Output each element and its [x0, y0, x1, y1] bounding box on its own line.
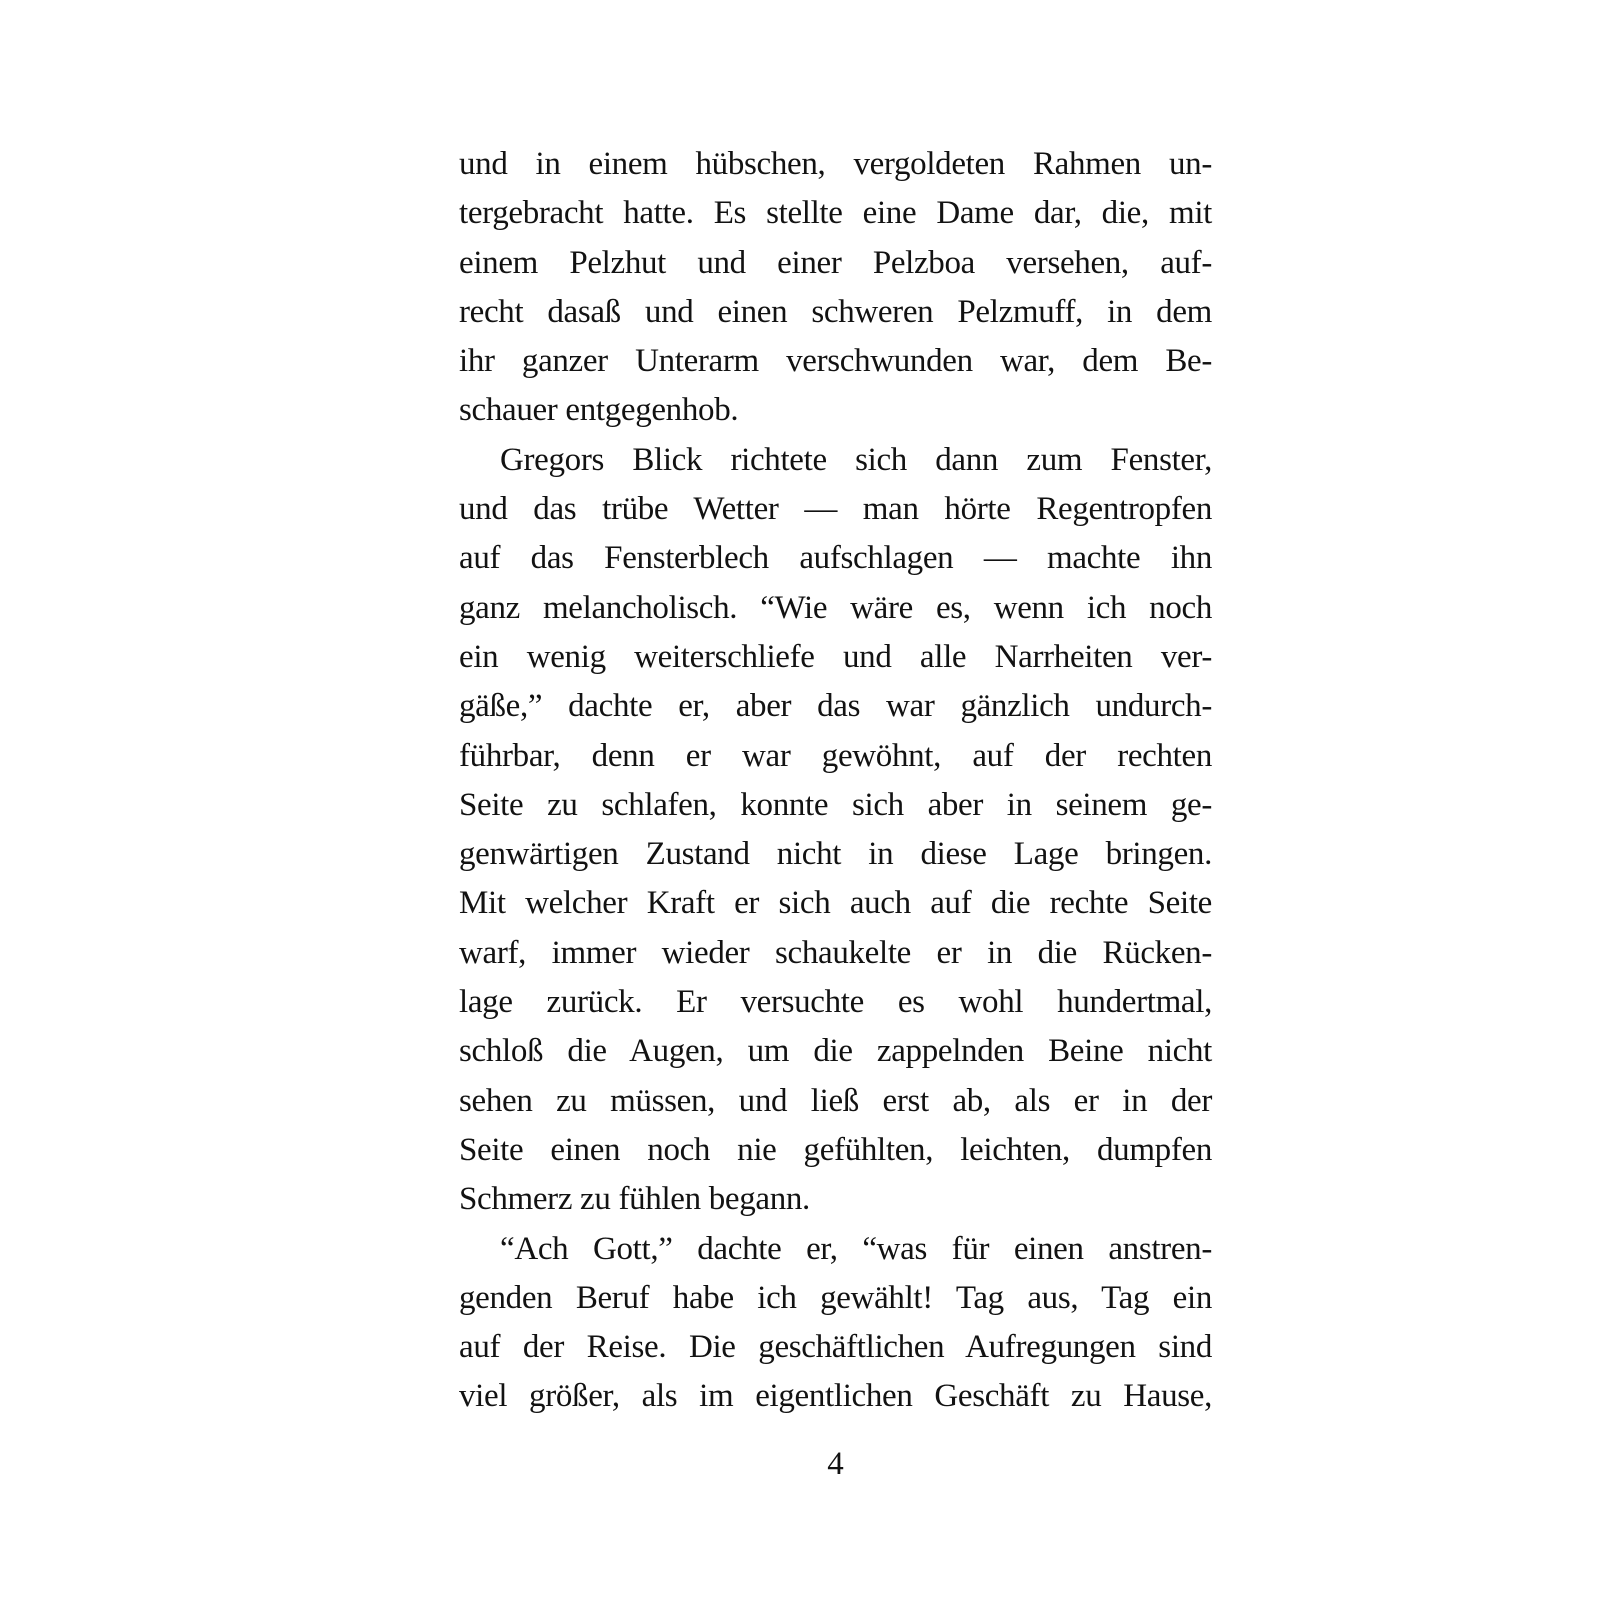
text-line: Schmerz zu fühlen begann.: [459, 1181, 810, 1218]
body-text: [459, 140, 1212, 1422]
text-line: einem Pelzhut und einer Pelzboa versehen, auf-: [459, 244, 1212, 281]
text-line: Seite zu schlafen, konnte sich aber in seinem ge-: [459, 786, 1212, 823]
text-line: und das trübe Wetter — man hörte Regentropfen: [459, 491, 1212, 528]
text-line: “Ach Gott,” dachte er, “was für einen anstren-: [500, 1230, 1212, 1267]
text-line: genden Beruf habe ich gewählt! Tag aus, Tag ein: [459, 1279, 1212, 1316]
text-line: warf, immer wieder schaukelte er in die Rücken-: [459, 934, 1212, 971]
text-line: viel größer, als im eigentlichen Geschäft zu Hause,: [459, 1378, 1212, 1415]
text-line: recht dasaß und einen schweren Pelzmuff, in dem: [459, 293, 1212, 330]
text-line: gäße,” dachte er, aber das war gänzlich undurch-: [459, 688, 1212, 725]
text-line: ganz melancholisch. “Wie wäre es, wenn ich noch: [459, 589, 1212, 626]
text-line: lage zurück. Er versuchte es wohl hundertmal,: [459, 984, 1212, 1021]
text-line: und in einem hübschen, vergoldeten Rahmen un-: [459, 146, 1212, 182]
text-line: auf der Reise. Die geschäftlichen Aufregungen sind: [459, 1329, 1212, 1366]
text-line: ein wenig weiterschliefe und alle Narrheiten ver-: [459, 638, 1212, 675]
text-line: schloß die Augen, um die zappelnden Beine nicht: [459, 1033, 1212, 1070]
text-line: Gregors Blick richtete sich dann zum Fenster,: [500, 441, 1212, 478]
page-number: 4: [827, 1446, 844, 1482]
text-line: ihr ganzer Unterarm verschwunden war, dem Be-: [459, 343, 1212, 380]
text-line: Mit welcher Kraft er sich auch auf die rechte Seite: [459, 885, 1212, 922]
text-line: genwärtigen Zustand nicht in diese Lage bringen.: [459, 836, 1212, 873]
text-line: schauer entgegenhob.: [459, 392, 739, 429]
text-line: auf das Fensterblech aufschlagen — machte ihn: [459, 540, 1212, 577]
text-line: sehen zu müssen, und ließ erst ab, als er in der: [459, 1082, 1212, 1119]
text-line: führbar, denn er war gewöhnt, auf der rechten: [459, 737, 1212, 774]
text-line: Seite einen noch nie gefühlten, leichten, dumpfen: [459, 1131, 1212, 1168]
text-line: tergebracht hatte. Es stellte eine Dame dar, die, mit: [459, 195, 1212, 232]
